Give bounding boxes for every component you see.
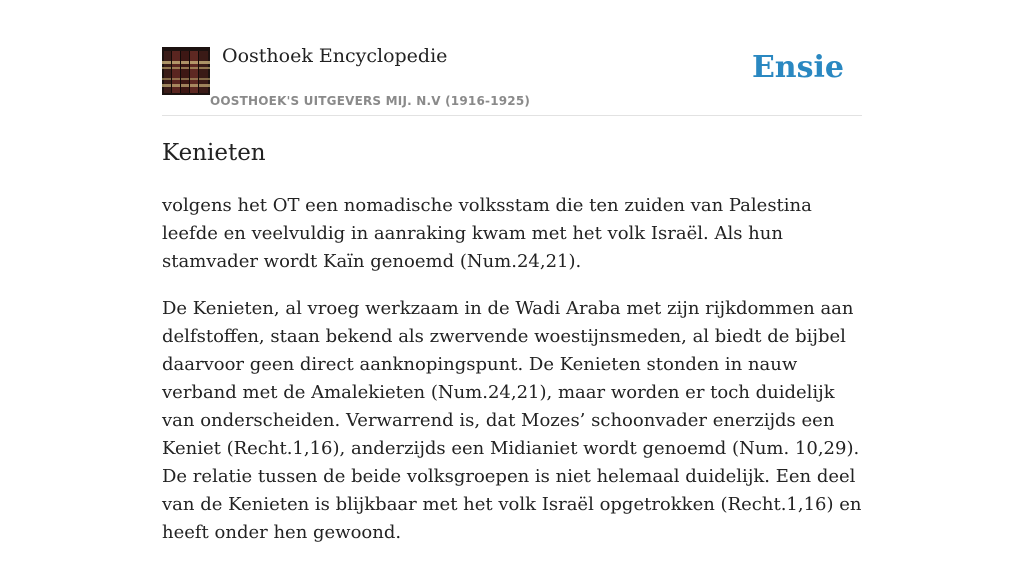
source-header xyxy=(162,0,862,116)
content-container xyxy=(162,0,862,543)
source-avatar[interactable] xyxy=(162,47,210,95)
article-paragraph-1: volgens het OT een nomadische volksstam die ten zuiden van Palestina leefde en veelvuldig in aanraking kwam met het volk Israël. Als hun stamvader wordt Kaïn genoemd (Num.24,21). xyxy=(162,195,812,272)
article-paragraph-2: De Kenieten, al vroeg werkzaam in de Wadi Araba met zijn rijkdommen aan delfstoffen, staan bekend als zwervende woestijnsmeden, al biedt de bijbel daarvoor geen direct aanknopingspunt. De Kenieten stonden in nauw verband met de Amalekieten (Num.24,21), maar worden er toch duidelijk van onderscheiden. Verwarrend is, dat Mozes’ schoonvader enerzijds een Keniet (Recht.1,16), anderzijds een Midianiet wordt genoemd (Num. 10,29). De relatie tussen de beide volksgroepen is niet helemaal duidelijk. Een deel van de Kenieten is blijkbaar met het volk Israël opgetrokken (Recht.1,16) en heeft onder hen gewoond. xyxy=(162,298,862,543)
encyclopedia-books-icon xyxy=(162,47,210,95)
source-title[interactable]: Oosthoek Encyclopedie xyxy=(222,45,448,67)
ensie-logo-link[interactable]: Ensie xyxy=(751,50,844,85)
source-subtitle: OOSTHOEK'S UITGEVERS MIJ. N.V (1916-1925) xyxy=(210,94,531,108)
article-body xyxy=(162,192,862,566)
article-title: Kenieten xyxy=(162,140,266,166)
